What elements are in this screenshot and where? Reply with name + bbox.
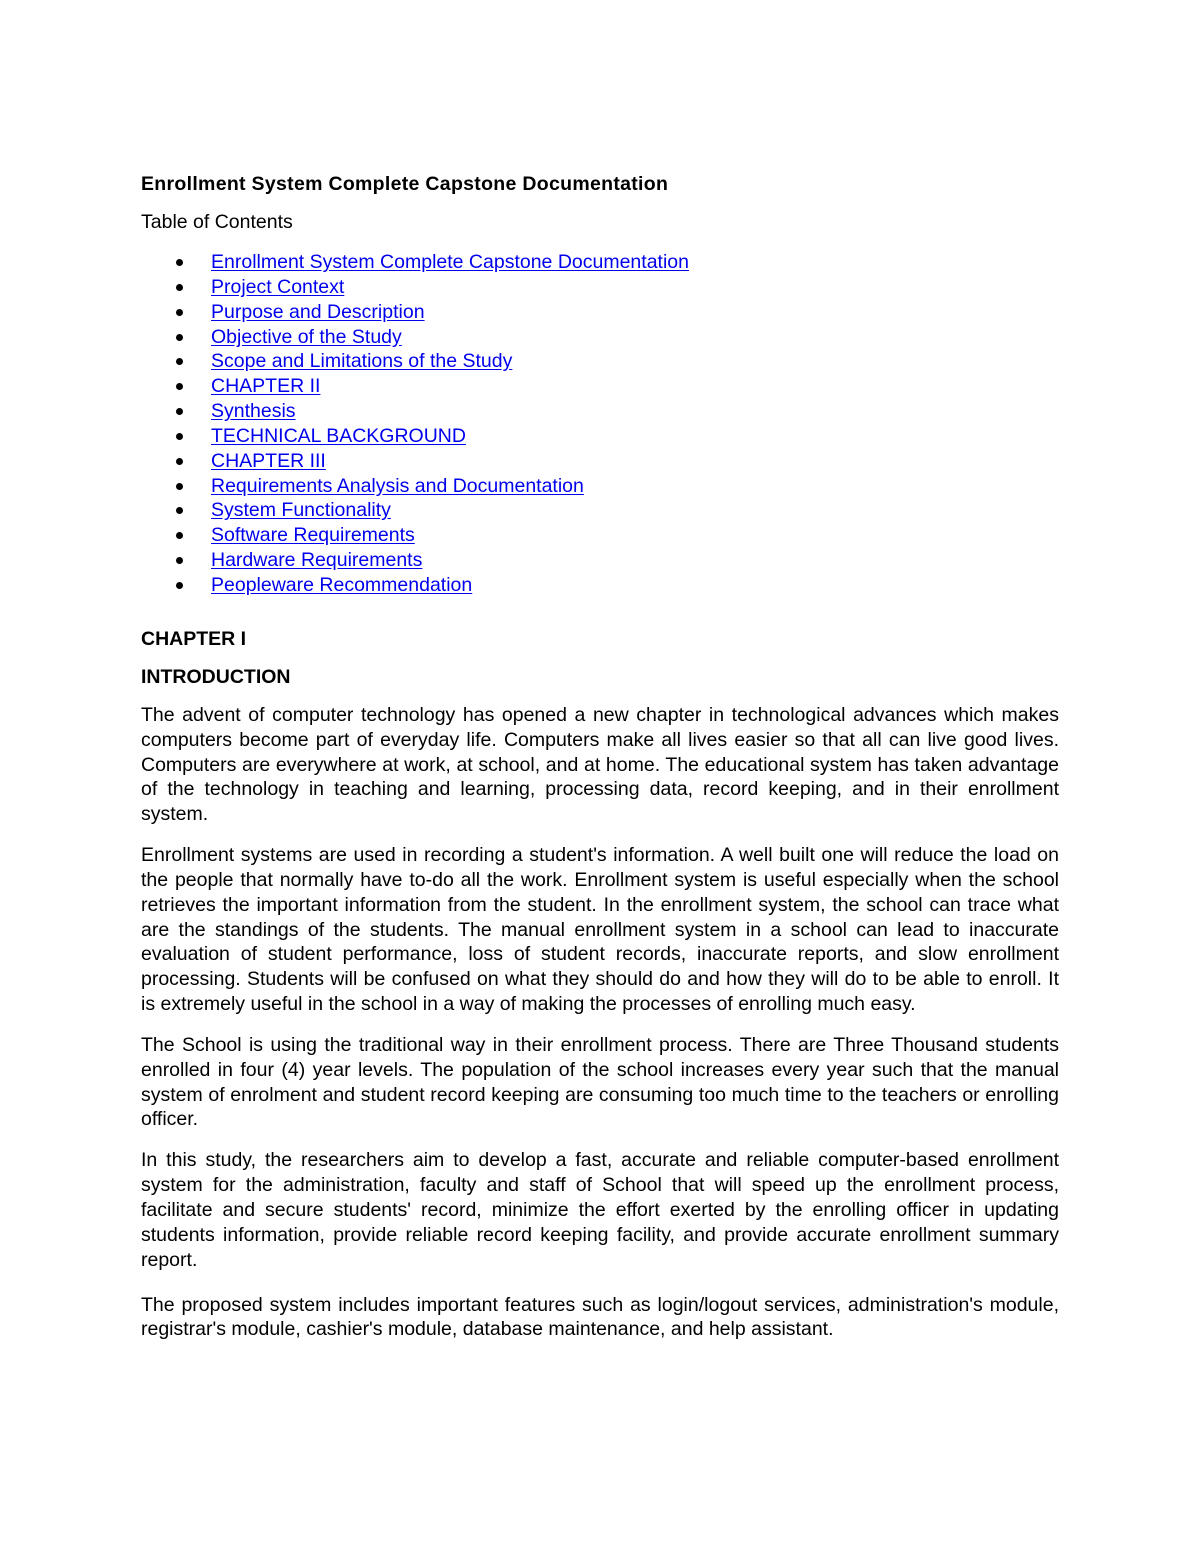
bullet-icon: [176, 483, 183, 490]
toc-link-project-context[interactable]: Project Context: [211, 275, 345, 298]
toc-item: [141, 300, 1059, 325]
document-title: Enrollment System Complete Capstone Documentation: [141, 173, 669, 195]
bullet-icon: [176, 458, 183, 465]
body-paragraph: The advent of computer technology has opened a new chapter in technological advances which makes computers become part of everyday life. Computers make all lives easier so that all can live good lives. Computers are everywhere at work, at school, and at home. The educational system has taken advantage of the technology in teaching and learning, processing data, record keeping, and in their enrollment system.: [141, 703, 1059, 826]
body-paragraph: The proposed system includes important features such as login/logout services, administration's module, registrar's module, cashier's module, database maintenance, and help assistant.: [141, 1293, 1059, 1341]
toc-item: [141, 573, 1059, 598]
toc-link-objective[interactable]: Objective of the Study: [211, 325, 402, 348]
toc-link-chapter-3[interactable]: CHAPTER III: [211, 449, 326, 472]
bullet-icon: [176, 582, 183, 589]
bullet-icon: [176, 557, 183, 564]
toc-item: [141, 250, 1059, 275]
bullet-icon: [176, 532, 183, 539]
toc-item: [141, 474, 1059, 499]
toc-item: [141, 449, 1059, 474]
toc-link-purpose-description[interactable]: Purpose and Description: [211, 300, 425, 323]
toc-item: [141, 498, 1059, 523]
toc-link-peopleware[interactable]: Peopleware Recommendation: [211, 573, 473, 596]
bullet-icon: [176, 309, 183, 316]
bullet-icon: [176, 259, 183, 266]
toc-item: [141, 349, 1059, 374]
toc-link-hardware-requirements[interactable]: Hardware Requirements: [211, 549, 423, 572]
chapter-heading: CHAPTER I: [141, 627, 247, 650]
bullet-icon: [176, 383, 183, 390]
bullet-icon: [176, 433, 183, 440]
bullet-icon: [176, 507, 183, 514]
body-paragraph: The School is using the traditional way in their enrollment process. There are Three Thousand students enrolled in four (4) year levels. The population of the school increases every year such that the manual system of enrolment and student record keeping are consuming too much time to the teachers or enrolling officer.: [141, 1033, 1059, 1131]
body-paragraph: Enrollment systems are used in recording a student's information. A well built one will reduce the load on the people that normally have to-do all the work. Enrollment system is useful especially when the school retrieves the important information from the student. In the enrollment system, the school can trace what are the standings of the students. The manual enrollment system in a school can lead to inaccurate evaluation of student performance, loss of student records, inaccurate reports, and slow enrollment processing. Students will be confused on what they should do and how they will do to be able to enroll. It is extremely useful in the school in a way of making the processes of enrolling much easy.: [141, 844, 1059, 1016]
body-paragraph: In this study, the researchers aim to develop a fast, accurate and reliable computer-based enrollment system for the administration, faculty and staff of School that will speed up the enrollment process, facilitate and secure students' record, minimize the effort exerted by the enrolling officer in updating students information, provide reliable record keeping facility, and provide accurate enrollment summary report.: [141, 1149, 1059, 1271]
document-page: [141, 172, 1059, 1342]
toc-link-software-requirements[interactable]: Software Requirements: [211, 524, 415, 547]
toc-item: [141, 548, 1059, 573]
toc-item: [141, 523, 1059, 548]
toc-item: [141, 275, 1059, 300]
toc-item: [141, 325, 1059, 350]
table-of-contents: [141, 250, 1059, 598]
bullet-icon: [176, 334, 183, 341]
toc-link-scope-limitations[interactable]: Scope and Limitations of the Study: [211, 350, 513, 373]
bullet-icon: [176, 408, 183, 415]
section-heading: INTRODUCTION: [141, 665, 291, 688]
toc-item: [141, 374, 1059, 399]
bullet-icon: [176, 358, 183, 365]
toc-heading: Table of Contents: [141, 211, 293, 233]
bullet-icon: [176, 284, 183, 291]
toc-link-system-functionality[interactable]: System Functionality: [211, 499, 391, 522]
toc-link-requirements-analysis[interactable]: Requirements Analysis and Documentation: [211, 474, 584, 497]
toc-item: [141, 399, 1059, 424]
toc-link-synthesis[interactable]: Synthesis: [211, 400, 296, 423]
toc-link-technical-background[interactable]: TECHNICAL BACKGROUND: [211, 424, 466, 447]
toc-item: [141, 424, 1059, 449]
toc-link-chapter-2[interactable]: CHAPTER II: [211, 375, 321, 398]
toc-link-enrollment-system[interactable]: Enrollment System Complete Capstone Documentation: [211, 251, 689, 273]
